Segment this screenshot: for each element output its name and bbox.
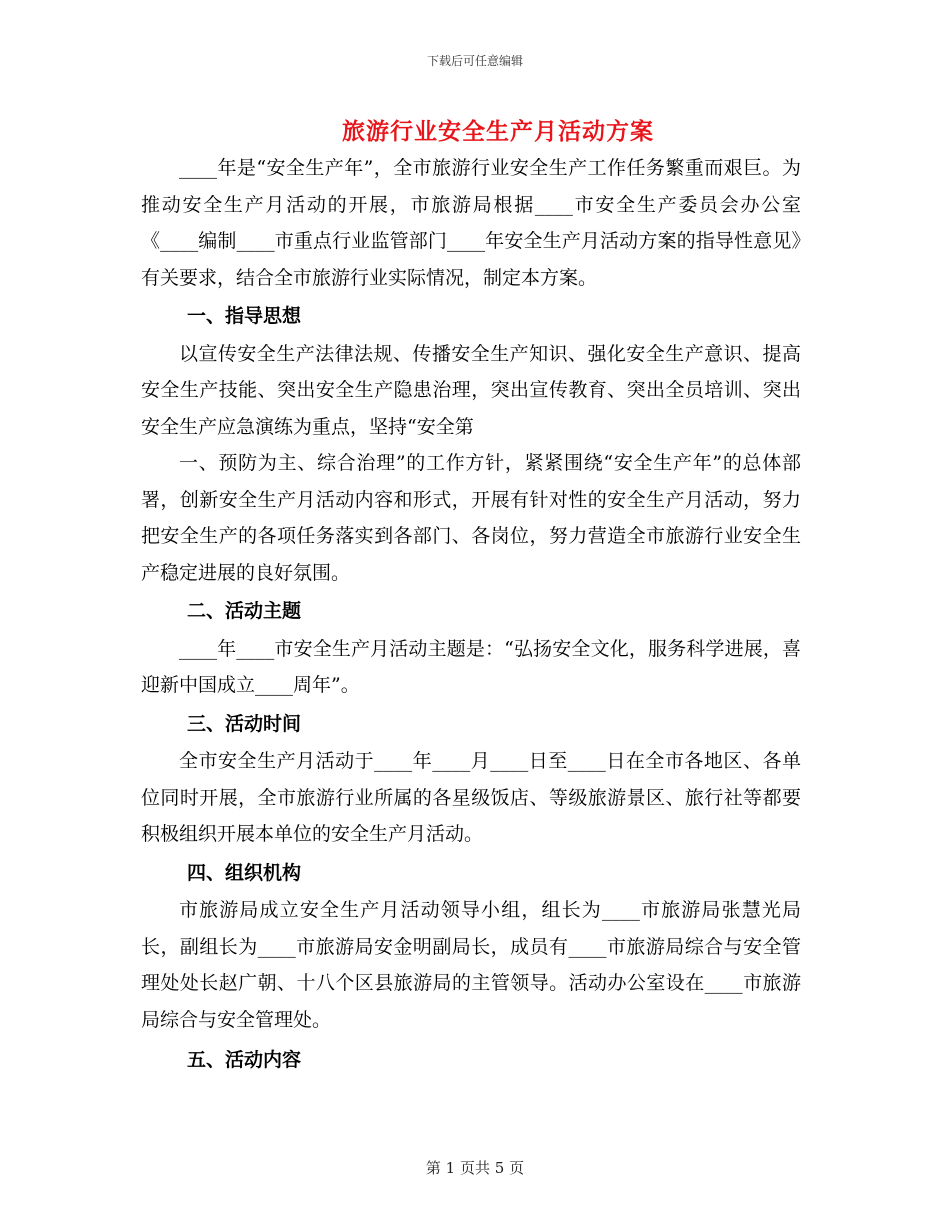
guiding-ideology-paragraph-2: 一、预防为主、综合治理”的工作方针，紧紧围绕“安全生产年”的总体部署，创新安全生产月活动内容和形式，开展有针对性的安全生产月活动，努力把安全生产的各项任务落实到各部门、各岗位，努力营造全市旅游行业安全生产稳定进展的良好氛围。: [141, 452, 801, 584]
section-heading-time: 三、活动时间: [187, 712, 302, 735]
time-paragraph: 全市安全生产月活动于____年____月____日至____日在全市各地区、各单位同时开展，全市旅游行业所属的各星级饭店、等级旅游景区、旅行社等都要积极组织开展本单位的安全生产月活动。: [141, 750, 801, 845]
section-heading-theme: 二、活动主题: [187, 600, 302, 622]
section-heading-guiding-ideology: 一、指导思想: [187, 305, 302, 327]
document-body: [141, 150, 801, 1080]
section-heading-content: 五、活动内容: [187, 1049, 302, 1071]
theme-paragraph: ____年____市安全生产月活动主题是：“弘扬安全文化，服务科学进展，喜迎新中国成立____周年”。: [141, 637, 801, 696]
page-number: 第 1 页共 5 页: [425, 1159, 525, 1177]
guiding-ideology-paragraph-1: 以宣传安全生产法律法规、传播安全生产知识、强化安全生产意识、提高安全生产技能、突出安全生产隐患治理，突出宣传教育、突出全员培训、突出安全生产应急演练为重点，坚持“安全第: [141, 342, 801, 438]
section-heading-organization: 四、组织机构: [187, 861, 302, 884]
header-note: 下载后可任意编辑: [426, 54, 523, 68]
organization-paragraph: 市旅游局成立安全生产月活动领导小组，组长为____市旅游局张慧光局长，副组长为____市旅游局安金明副局长，成员有____市旅游局综合与安全管理处处长赵广朝、十八个区县旅游局的主管领导。活动办公室设在____市旅游局综合与安全管理处。: [141, 899, 801, 1031]
intro-paragraph: ____年是“安全生产年”，全市旅游行业安全生产工作任务繁重而艰巨。为推动安全生产月活动的开展，市旅游局根据____市安全生产委员会办公室《____编制____市重点行业监管部门____年安全生产月活动方案的指导性意见》有关要求，结合全市旅游行业实际情况，制定本方案。: [141, 157, 801, 289]
document-title: 旅游行业安全生产月活动方案: [342, 118, 654, 145]
